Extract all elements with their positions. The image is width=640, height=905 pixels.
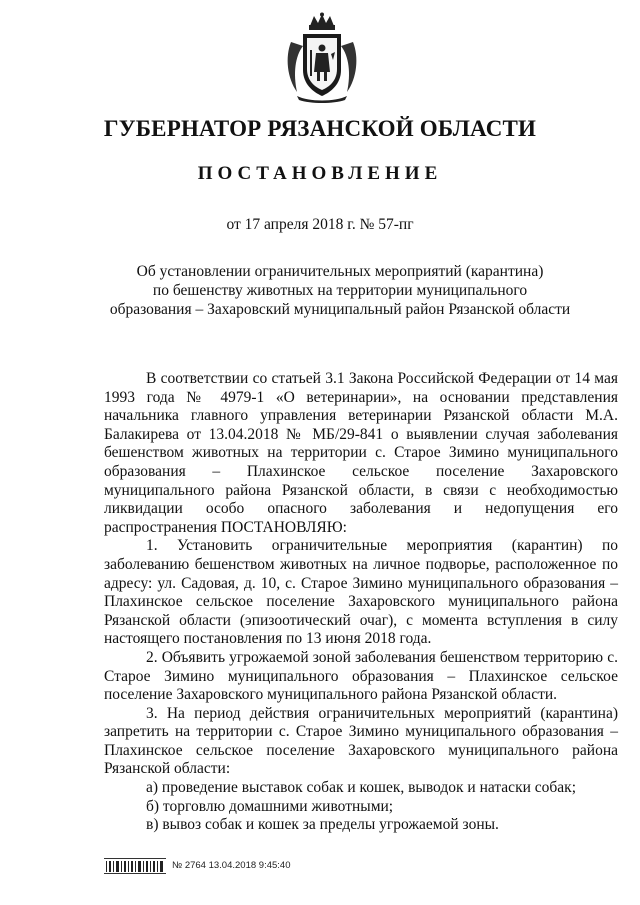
subject-line: Об установлении ограничительных мероприятий (карантина): [136, 263, 544, 280]
registration-footer: [104, 854, 344, 876]
item-2-paragraph: 2. Объявить угрожаемой зоной заболевания бешенством территорию с. Старое Зимино муниципального образования – Плахинское сельское поселение Захаровского муниципального района Рязанской области.: [104, 648, 618, 704]
item-1-paragraph: 1. Установить ограничительные мероприятия (карантин) по заболеванию бешенством животных на личное подворье, расположенное по адресу: ул. Садовая, д. 10, с. Старое Зимино муниципального образования – Плахинское сельское поселение Захаровского муниципального района Рязанской области (эпизоотический очаг), с момента вступления в силу настоящего постановления по 13 июня 2018 года.: [104, 537, 618, 648]
intro-paragraph: В соответствии со статьей 3.1 Закона Российской Федерации от 14 мая 1993 года № 4979-1 «О ветеринарии», на основании представления начальника главного управления ветеринарии Рязанской области М.А. Балакирева от 13.04.2018 № МБ/29-841 о выявлении случая заболевания бешенством животных на территории с. Старое Зимино муниципального образования – Плахинское сельское поселение Захаровского муниципального района Рязанской области, в связи с необходимостью ликвидации особо опасного заболевания и недопущения его распространения ПОСТАНОВЛЯЮ:: [104, 370, 618, 536]
subject-line: образования – Захаровский муниципальный район Рязанской области: [109, 301, 571, 318]
barcode-icon: [104, 854, 166, 876]
item-3b-paragraph: б) торговлю домашними животными;: [146, 797, 394, 815]
subject-line: по бешенству животных на территории муниципального: [152, 282, 528, 299]
item-3a-paragraph: а) проведение выставок собак и кошек, выводок и натаски собак;: [146, 779, 576, 797]
item-3c-paragraph: в) вывоз собак и кошек за пределы угрожаемой зоны.: [146, 816, 499, 834]
item-3-paragraph: 3. На период действия ограничительных мероприятий (карантина) запретить на территории с. Старое Зимино муниципального образования – Плахинское сельское поселение Захаровского муниципального района Рязанской области:: [104, 704, 618, 778]
document-type-heading: ПОСТАНОВЛЕНИЕ: [197, 163, 443, 184]
document-subject: [100, 262, 580, 319]
registration-number: № 2764 13.04.2018 9:45:40: [172, 860, 291, 871]
ryazan-coat-of-arms-icon: [283, 12, 361, 104]
document-body: [104, 370, 618, 835]
governor-title: ГУБЕРНАТОР РЯЗАНСКОЙ ОБЛАСТИ: [103, 116, 537, 141]
document-date-number: от 17 апреля 2018 г. № 57-пг: [226, 216, 414, 233]
